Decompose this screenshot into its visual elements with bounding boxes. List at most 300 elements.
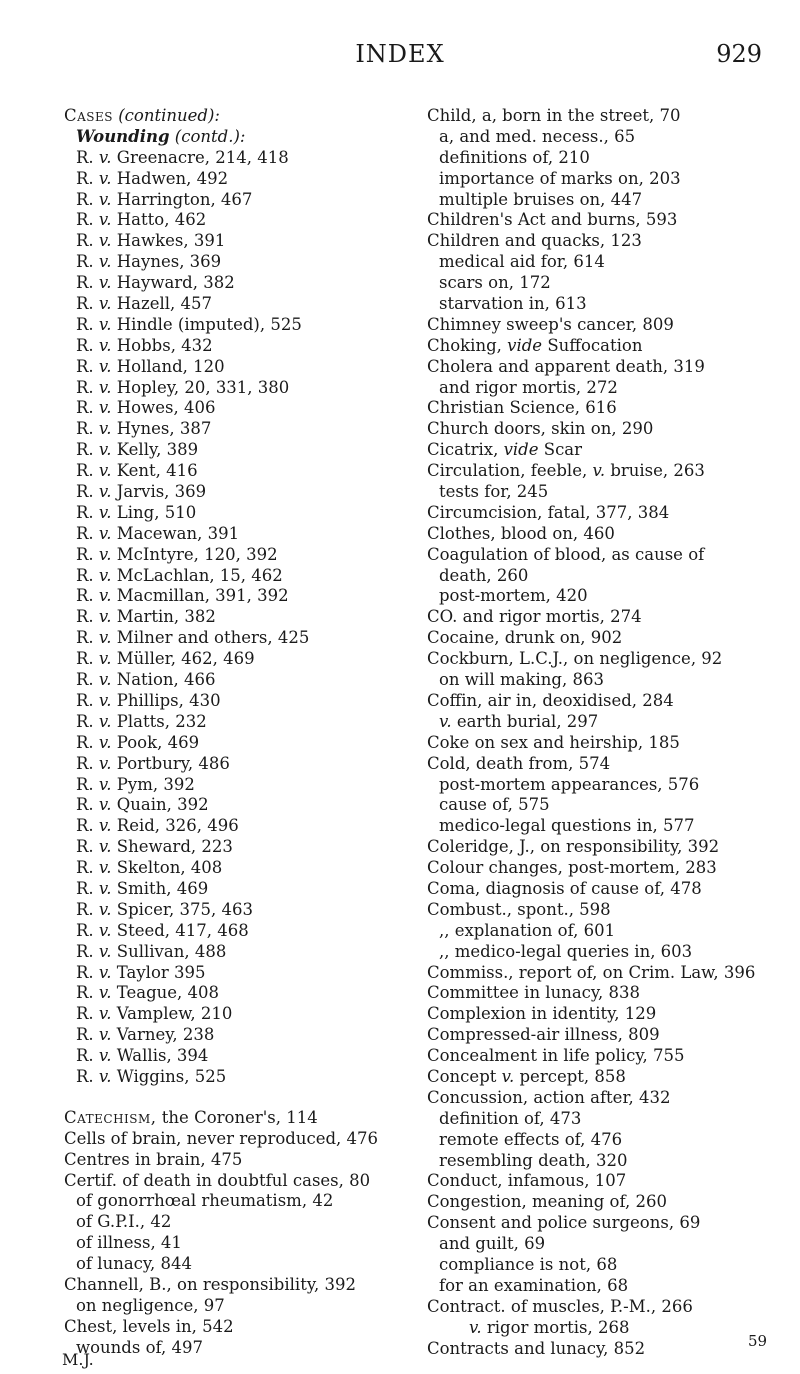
cases-heading: Cases <box>64 106 113 125</box>
r-prefix: R. <box>76 377 94 397</box>
versus-abbrev: v. <box>98 502 112 522</box>
versus-abbrev: v. <box>98 899 112 919</box>
index-entry <box>427 169 772 190</box>
left-entries-list <box>64 1129 414 1359</box>
index-entry <box>427 210 772 231</box>
entry-text: Colour changes, post-mortem, 283 <box>427 858 717 878</box>
r-prefix: R. <box>76 941 94 961</box>
versus-abbrev: v. <box>98 314 112 334</box>
r-prefix: R. <box>76 586 94 606</box>
entry-text: Cells of brain, never reproduced, 476 <box>64 1128 379 1148</box>
r-prefix: R. <box>76 858 94 878</box>
index-entry <box>64 628 414 649</box>
catechism-rest: the Coroner's, 114 <box>161 1107 318 1127</box>
versus-abbrev: v. <box>98 670 112 690</box>
index-entry <box>427 148 772 169</box>
entry-text: Combust., spont., 598 <box>427 899 611 919</box>
r-prefix: R. <box>76 878 94 898</box>
index-entry <box>64 775 414 796</box>
entry-text: Certif. of death in doubtful cases, 80 <box>64 1170 371 1190</box>
index-entry <box>427 1234 772 1255</box>
wounding-continued: (contd.): <box>174 126 246 146</box>
entry-text: Circulation, feeble, <box>427 461 593 481</box>
index-entry <box>427 1151 772 1172</box>
entry-target: rigor mortis, 268 <box>481 1317 630 1337</box>
entry-text: of lunacy, 844 <box>76 1254 193 1274</box>
entry-target: earth burial, 297 <box>451 711 599 731</box>
entry-text: Cholera and apparent death, 319 <box>427 356 705 376</box>
index-entry <box>64 357 414 378</box>
entry-text: for an examination, 68 <box>439 1275 629 1295</box>
index-entry <box>64 586 414 607</box>
vide-reference: v. <box>501 1066 515 1086</box>
catechism-heading: Catechism, <box>64 1107 157 1127</box>
versus-abbrev: v. <box>98 607 112 627</box>
versus-abbrev: v. <box>98 440 112 460</box>
r-prefix: R. <box>76 231 94 251</box>
index-entry <box>64 1338 414 1359</box>
index-entry <box>427 252 772 273</box>
case-name: Hopley, 20, 331, 380 <box>116 377 290 397</box>
entry-text: scars on, 172 <box>439 273 551 293</box>
r-prefix: R. <box>76 962 94 982</box>
case-name: McLachlan, 15, 462 <box>116 565 283 585</box>
case-name: Kent, 416 <box>116 461 198 481</box>
index-entry <box>427 1171 772 1192</box>
case-name: Hawkes, 391 <box>116 231 226 251</box>
index-entry <box>427 628 772 649</box>
r-prefix: R. <box>76 774 94 794</box>
index-entry <box>427 566 772 587</box>
entry-text: Chest, levels in, 542 <box>64 1316 234 1336</box>
vide-reference: v. <box>439 711 452 731</box>
cases-heading-line <box>64 106 414 127</box>
index-entry <box>64 983 414 1004</box>
page-header <box>0 40 800 74</box>
index-entry <box>427 1025 772 1046</box>
entry-text: Christian Science, 616 <box>427 398 617 418</box>
entry-target: bruise, 263 <box>605 461 705 481</box>
r-prefix: R. <box>76 816 94 836</box>
entry-text: Cicatrix, <box>427 440 504 460</box>
versus-abbrev: v. <box>98 273 112 293</box>
versus-abbrev: v. <box>98 398 112 418</box>
index-entry <box>427 712 772 733</box>
index-entry <box>427 398 772 419</box>
index-entry <box>64 252 414 273</box>
versus-abbrev: v. <box>98 649 112 669</box>
case-name: Hazell, 457 <box>116 294 213 314</box>
versus-abbrev: v. <box>98 377 112 397</box>
entry-text: of illness, 41 <box>76 1233 182 1253</box>
case-name: Ling, 510 <box>116 502 197 522</box>
index-entry <box>427 294 772 315</box>
index-entry <box>64 879 414 900</box>
index-entry <box>64 733 414 754</box>
entry-text: Coke on sex and heirship, 185 <box>427 732 680 752</box>
case-name: Greenacre, 214, 418 <box>116 147 289 167</box>
index-entry <box>427 1297 772 1318</box>
r-prefix: R. <box>76 1025 94 1045</box>
case-name: Spicer, 375, 463 <box>116 899 253 919</box>
case-name: Macewan, 391 <box>116 523 240 543</box>
entry-text: Contracts and lunacy, 852 <box>427 1338 646 1358</box>
entry-text: Consent and police surgeons, 69 <box>427 1213 701 1233</box>
index-entry <box>427 963 772 984</box>
versus-abbrev: v. <box>98 983 112 1003</box>
index-entry <box>64 461 414 482</box>
r-prefix: R. <box>76 690 94 710</box>
versus-abbrev: v. <box>98 482 112 502</box>
case-name: Holland, 120 <box>116 356 225 376</box>
index-entry <box>427 983 772 1004</box>
case-name: Jarvis, 369 <box>116 482 207 502</box>
versus-abbrev: v. <box>98 690 112 710</box>
versus-abbrev: v. <box>98 774 112 794</box>
index-entry <box>427 440 772 461</box>
index-entry <box>427 1318 772 1339</box>
entry-text: Centres in brain, 475 <box>64 1149 243 1169</box>
index-entry <box>64 1004 414 1025</box>
entry-text: Clothes, blood on, 460 <box>427 523 615 543</box>
case-name: Hadwen, 492 <box>116 168 229 188</box>
case-name: Hindle (imputed), 525 <box>116 314 302 334</box>
index-entry <box>64 691 414 712</box>
index-entry <box>64 210 414 231</box>
entry-text: Circumcision, fatal, 377, 384 <box>427 502 670 522</box>
case-name: Hayward, 382 <box>116 273 235 293</box>
entry-text: Cold, death from, 574 <box>427 753 611 773</box>
index-entry <box>427 315 772 336</box>
left-column <box>64 106 414 1359</box>
case-name: Harrington, 467 <box>116 189 253 209</box>
r-prefix: R. <box>76 899 94 919</box>
index-entry <box>427 837 772 858</box>
entry-text: definitions of, 210 <box>439 147 590 167</box>
case-name: Smith, 469 <box>116 878 209 898</box>
index-entry <box>427 190 772 211</box>
section-gap <box>64 1088 414 1108</box>
index-entry <box>64 148 414 169</box>
index-entry <box>427 754 772 775</box>
entry-text: Concept <box>427 1066 502 1086</box>
index-entry <box>427 1088 772 1109</box>
index-entry <box>64 1046 414 1067</box>
entry-text: Compressed-air illness, 809 <box>427 1025 660 1045</box>
case-name: Phillips, 430 <box>116 690 221 710</box>
entry-text: post-mortem appearances, 576 <box>439 774 700 794</box>
case-name: Varney, 238 <box>116 1025 215 1045</box>
r-prefix: R. <box>76 544 94 564</box>
r-prefix: R. <box>76 419 94 439</box>
index-entry <box>64 503 414 524</box>
r-prefix: R. <box>76 356 94 376</box>
entry-text: of G.P.I., 42 <box>76 1212 172 1232</box>
entry-text: importance of marks on, 203 <box>439 168 681 188</box>
versus-abbrev: v. <box>98 1066 112 1086</box>
case-name: Wiggins, 525 <box>116 1066 227 1086</box>
index-entry <box>64 482 414 503</box>
case-name: Hatto, 462 <box>116 210 207 230</box>
index-entry <box>427 378 772 399</box>
versus-abbrev: v. <box>98 356 112 376</box>
index-entry <box>64 315 414 336</box>
entry-text: definition of, 473 <box>439 1108 582 1128</box>
versus-abbrev: v. <box>98 711 112 731</box>
index-entry <box>64 712 414 733</box>
index-entry <box>427 1192 772 1213</box>
versus-abbrev: v. <box>98 858 112 878</box>
entry-target: Scar <box>538 440 583 460</box>
versus-abbrev: v. <box>98 565 112 585</box>
index-entry <box>427 607 772 628</box>
entry-text: wounds of, 497 <box>76 1337 204 1357</box>
versus-abbrev: v. <box>98 252 112 272</box>
versus-abbrev: v. <box>98 816 112 836</box>
entry-text: Commiss., report of, on Crim. Law, 396 <box>427 962 756 982</box>
index-entry <box>427 1046 772 1067</box>
r-prefix: R. <box>76 670 94 690</box>
index-entry <box>64 754 414 775</box>
index-entry <box>64 670 414 691</box>
versus-abbrev: v. <box>98 335 112 355</box>
index-entry <box>64 440 414 461</box>
r-prefix: R. <box>76 1004 94 1024</box>
index-entry <box>427 1339 772 1360</box>
versus-abbrev: v. <box>98 147 112 167</box>
index-entry <box>427 545 772 566</box>
index-entry <box>64 1129 414 1150</box>
case-name: Sheward, 223 <box>116 837 233 857</box>
r-prefix: R. <box>76 168 94 188</box>
case-name: Skelton, 408 <box>116 858 223 878</box>
footer-signature: M.J. <box>62 1350 94 1369</box>
entry-text: resembling death, 320 <box>439 1150 628 1170</box>
index-entry <box>64 1212 414 1233</box>
case-name: Sullivan, 488 <box>116 941 227 961</box>
entry-text: Child, a, born in the street, 70 <box>427 106 681 125</box>
entry-text: Cocaine, drunk on, 902 <box>427 628 623 648</box>
index-entry <box>64 524 414 545</box>
r-prefix: R. <box>76 795 94 815</box>
index-entry <box>427 670 772 691</box>
index-entry <box>427 106 772 127</box>
index-entry <box>427 879 772 900</box>
entry-text: Conduct, infamous, 107 <box>427 1171 627 1191</box>
index-entry <box>427 482 772 503</box>
index-entry <box>427 524 772 545</box>
entry-text: Church doors, skin on, 290 <box>427 419 654 439</box>
index-entry <box>64 1296 414 1317</box>
index-entry <box>427 127 772 148</box>
versus-abbrev: v. <box>98 189 112 209</box>
index-entry <box>64 942 414 963</box>
index-entry <box>427 1255 772 1276</box>
r-prefix: R. <box>76 837 94 857</box>
index-entry <box>64 294 414 315</box>
entry-text: multiple bruises on, 447 <box>439 189 643 209</box>
r-prefix: R. <box>76 1066 94 1086</box>
versus-abbrev: v. <box>98 962 112 982</box>
wounding-heading: Wounding <box>76 126 170 146</box>
index-entry <box>64 190 414 211</box>
versus-abbrev: v. <box>98 231 112 251</box>
index-entry <box>64 963 414 984</box>
case-name: Kelly, 389 <box>116 440 199 460</box>
index-entry <box>427 942 772 963</box>
versus-abbrev: v. <box>98 628 112 648</box>
index-entry <box>64 1150 414 1171</box>
entry-text: medico-legal questions in, 577 <box>439 816 695 836</box>
entry-target: percept, 858 <box>514 1066 626 1086</box>
case-name: Martin, 382 <box>116 607 216 627</box>
index-entry <box>64 795 414 816</box>
index-entry <box>427 858 772 879</box>
versus-abbrev: v. <box>98 878 112 898</box>
r-prefix: R. <box>76 628 94 648</box>
entry-text: on negligence, 97 <box>76 1295 225 1315</box>
case-name: Reid, 326, 496 <box>116 816 239 836</box>
versus-abbrev: v. <box>98 210 112 230</box>
index-entry <box>64 566 414 587</box>
index-entry <box>64 231 414 252</box>
versus-abbrev: v. <box>98 523 112 543</box>
entry-text: Coleridge, J., on responsibility, 392 <box>427 837 720 857</box>
index-entry <box>64 607 414 628</box>
index-entry <box>427 461 772 482</box>
r-prefix: R. <box>76 565 94 585</box>
index-entry <box>64 1275 414 1296</box>
index-entry <box>427 586 772 607</box>
cases-continued: (continued): <box>118 106 220 125</box>
entry-text: of gonorrhœal rheumatism, 42 <box>76 1191 334 1211</box>
index-entry <box>64 545 414 566</box>
vide-reference: v. <box>592 461 606 481</box>
versus-abbrev: v. <box>98 168 112 188</box>
case-name: Wallis, 394 <box>116 1046 209 1066</box>
index-entry <box>64 837 414 858</box>
page-title: INDEX <box>355 40 445 68</box>
index-entry <box>64 649 414 670</box>
versus-abbrev: v. <box>98 544 112 564</box>
index-entry <box>64 398 414 419</box>
entry-text: starvation in, 613 <box>439 294 587 314</box>
entry-text: death, 260 <box>439 565 529 585</box>
entry-text: Contract. of muscles, P.-M., 266 <box>427 1296 693 1316</box>
entry-text: remote effects of, 476 <box>439 1129 623 1149</box>
r-prefix: R. <box>76 294 94 314</box>
right-column <box>427 106 772 1359</box>
index-entry <box>427 649 772 670</box>
entry-text: ,, medico-legal queries in, 603 <box>439 941 693 961</box>
index-entry <box>64 1025 414 1046</box>
versus-abbrev: v. <box>98 732 112 752</box>
entry-text: medical aid for, 614 <box>439 252 605 272</box>
entry-text: Chimney sweep's cancer, 809 <box>427 314 674 334</box>
case-name: Macmillan, 391, 392 <box>116 586 289 606</box>
r-prefix: R. <box>76 983 94 1003</box>
r-prefix: R. <box>76 335 94 355</box>
case-name: McIntyre, 120, 392 <box>116 544 278 564</box>
index-entry <box>64 336 414 357</box>
entry-text: Complexion in identity, 129 <box>427 1004 657 1024</box>
entry-text: Congestion, meaning of, 260 <box>427 1192 667 1212</box>
index-entry <box>64 1171 414 1192</box>
index-entry <box>64 1233 414 1254</box>
entry-text: CO. and rigor mortis, 274 <box>427 607 642 627</box>
entry-text: Coagulation of blood, as cause of <box>427 544 705 564</box>
entry-text: Concussion, action after, 432 <box>427 1087 671 1107</box>
entry-text: Coma, diagnosis of cause of, 478 <box>427 878 702 898</box>
versus-abbrev: v. <box>98 837 112 857</box>
case-name: Portbury, 486 <box>116 753 230 773</box>
entry-text: tests for, 245 <box>439 482 549 502</box>
entry-text: ,, explanation of, 601 <box>439 920 616 940</box>
r-prefix: R. <box>76 398 94 418</box>
entry-text: and rigor mortis, 272 <box>439 377 618 397</box>
case-name: Pook, 469 <box>116 732 200 752</box>
case-name: Hobbs, 432 <box>116 335 213 355</box>
index-entry <box>427 357 772 378</box>
vide-reference: vide <box>503 440 539 460</box>
r-prefix: R. <box>76 210 94 230</box>
index-entry <box>427 900 772 921</box>
versus-abbrev: v. <box>98 753 112 773</box>
index-entry <box>427 1067 772 1088</box>
r-prefix: R. <box>76 1046 94 1066</box>
index-entry <box>427 1276 772 1297</box>
entry-text: Children and quacks, 123 <box>427 231 642 251</box>
versus-abbrev: v. <box>98 461 112 481</box>
index-entry <box>64 1317 414 1338</box>
r-prefix: R. <box>76 147 94 167</box>
case-name: Hynes, 387 <box>116 419 212 439</box>
index-entry <box>427 733 772 754</box>
index-entry <box>427 273 772 294</box>
versus-abbrev: v. <box>98 795 112 815</box>
r-prefix: R. <box>76 252 94 272</box>
case-name: Müller, 462, 469 <box>116 649 255 669</box>
case-name: Quain, 392 <box>116 795 209 815</box>
entry-text: Choking, <box>427 335 508 355</box>
entry-text: Committee in lunacy, 838 <box>427 983 641 1003</box>
index-entry <box>427 1004 772 1025</box>
index-entry <box>64 900 414 921</box>
index-entry <box>64 921 414 942</box>
entry-text: Coffin, air in, deoxidised, 284 <box>427 690 674 710</box>
versus-abbrev: v. <box>98 586 112 606</box>
index-entry <box>427 419 772 440</box>
r-prefix: R. <box>76 607 94 627</box>
case-name: Teague, 408 <box>116 983 220 1003</box>
entry-text: and guilt, 69 <box>439 1234 546 1254</box>
case-name: Steed, 417, 468 <box>116 920 249 940</box>
case-name: Milner and others, 425 <box>116 628 310 648</box>
index-entry <box>427 336 772 357</box>
index-entry <box>427 775 772 796</box>
r-prefix: R. <box>76 732 94 752</box>
index-entry <box>427 921 772 942</box>
entry-text: on will making, 863 <box>439 670 604 690</box>
entry-text: a, and med. necess., 65 <box>439 126 636 146</box>
index-entry <box>427 795 772 816</box>
entry-text: Children's Act and burns, 593 <box>427 210 678 230</box>
r-cases-list <box>64 148 414 1088</box>
entry-text: Cockburn, L.C.J., on negligence, 92 <box>427 649 723 669</box>
r-prefix: R. <box>76 753 94 773</box>
case-name: Haynes, 369 <box>116 252 222 272</box>
r-prefix: R. <box>76 502 94 522</box>
